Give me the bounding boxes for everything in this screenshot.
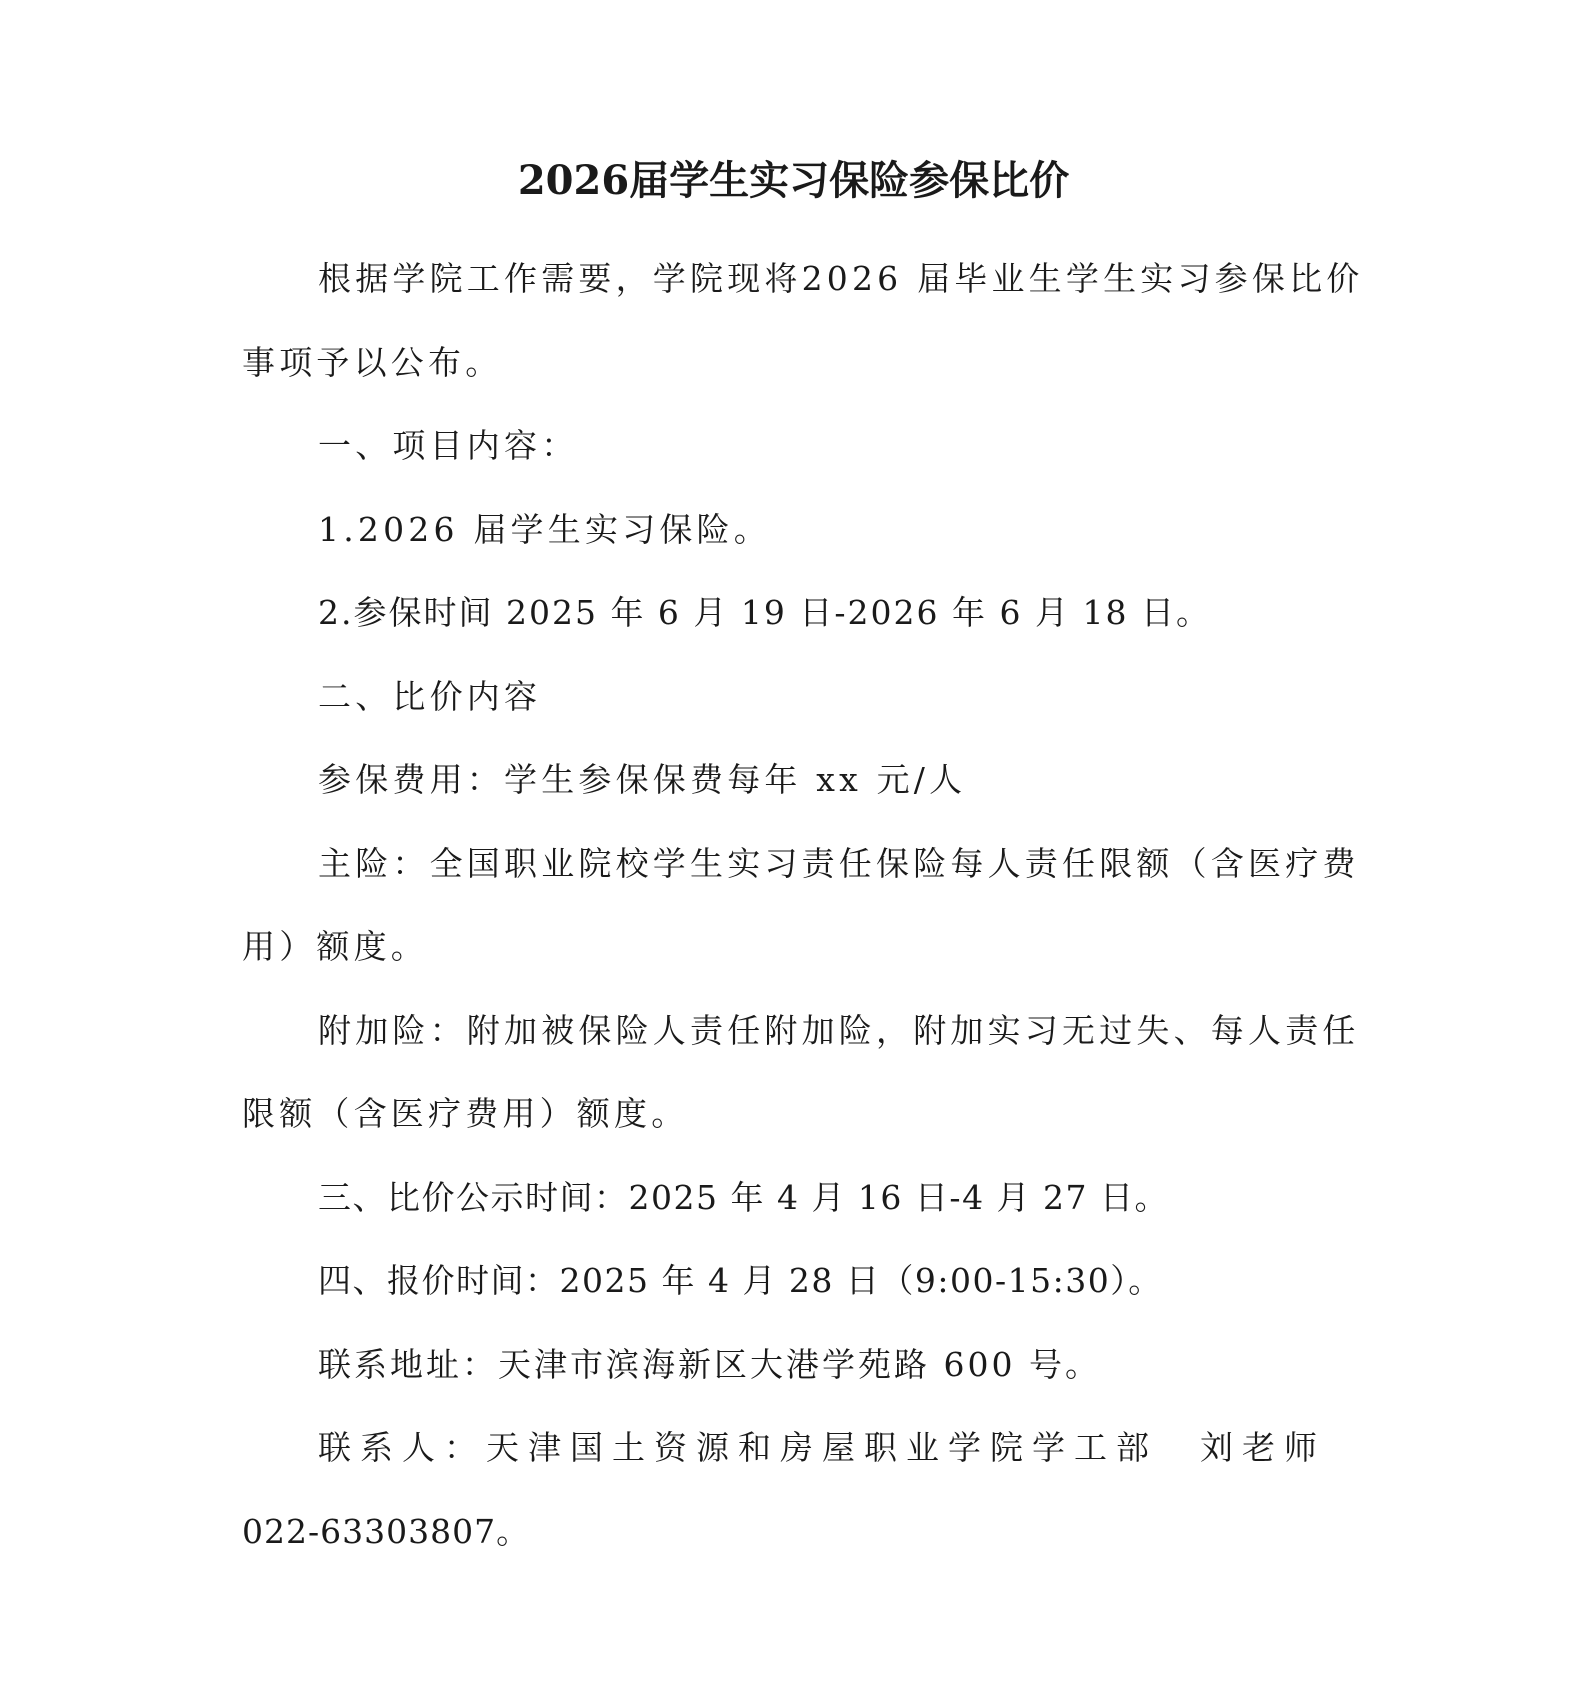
section-3-publicity-time: 三、比价公示时间：2025 年 4 月 16 日-4 月 27 日。 <box>318 1177 1170 1217</box>
addon-insurance-line-1: 附加险：附加被保险人责任附加险，附加实习无过失、每人责任 <box>318 1010 1360 1050</box>
item-2: 2.参保时间 2025 年 6 月 19 日-2026 年 6 月 18 日。 <box>318 593 1211 632</box>
fee-paragraph: 参保费用：学生参保保费每年 xx 元/人 <box>318 760 967 799</box>
main-insurance-line-1: 主险：全国职业院校学生实习责任保险每人责任限额（含医疗费 <box>318 843 1360 883</box>
addon-insurance-line-2: 限额（含医疗费用）额度。 <box>242 1094 689 1133</box>
document-body <box>242 237 1364 1573</box>
item-1: 1.2026 届学生实习保险。 <box>318 509 771 549</box>
intro-paragraph-line-1 <box>242 237 1364 321</box>
main-insurance-line-2: 用）额度。 <box>242 927 428 966</box>
document-title: 2026届学生实习保险参保比价 <box>517 157 1070 204</box>
intro-paragraph-line-2: 事项予以公布。 <box>242 342 503 382</box>
section-2-heading: 二、比价内容 <box>318 676 542 716</box>
intro-line-1-text: 根据学院工作需要，学院现将2026 届毕业生学生实习参保比价 <box>318 259 1364 298</box>
contact-address: 联系地址：天津市滨海新区大港学苑路 600 号。 <box>318 1344 1101 1384</box>
section-1-heading: 一、项目内容： <box>318 426 579 465</box>
contact-person-line-1: 联系人：天津国土资源和房屋职业学院学工部 刘老师 <box>318 1428 1326 1467</box>
section-4-quote-time: 四、报价时间：2025 年 4 月 28 日（9:00-15:30）。 <box>318 1261 1163 1300</box>
contact-phone-line-2: 022-63303807。 <box>242 1511 531 1551</box>
